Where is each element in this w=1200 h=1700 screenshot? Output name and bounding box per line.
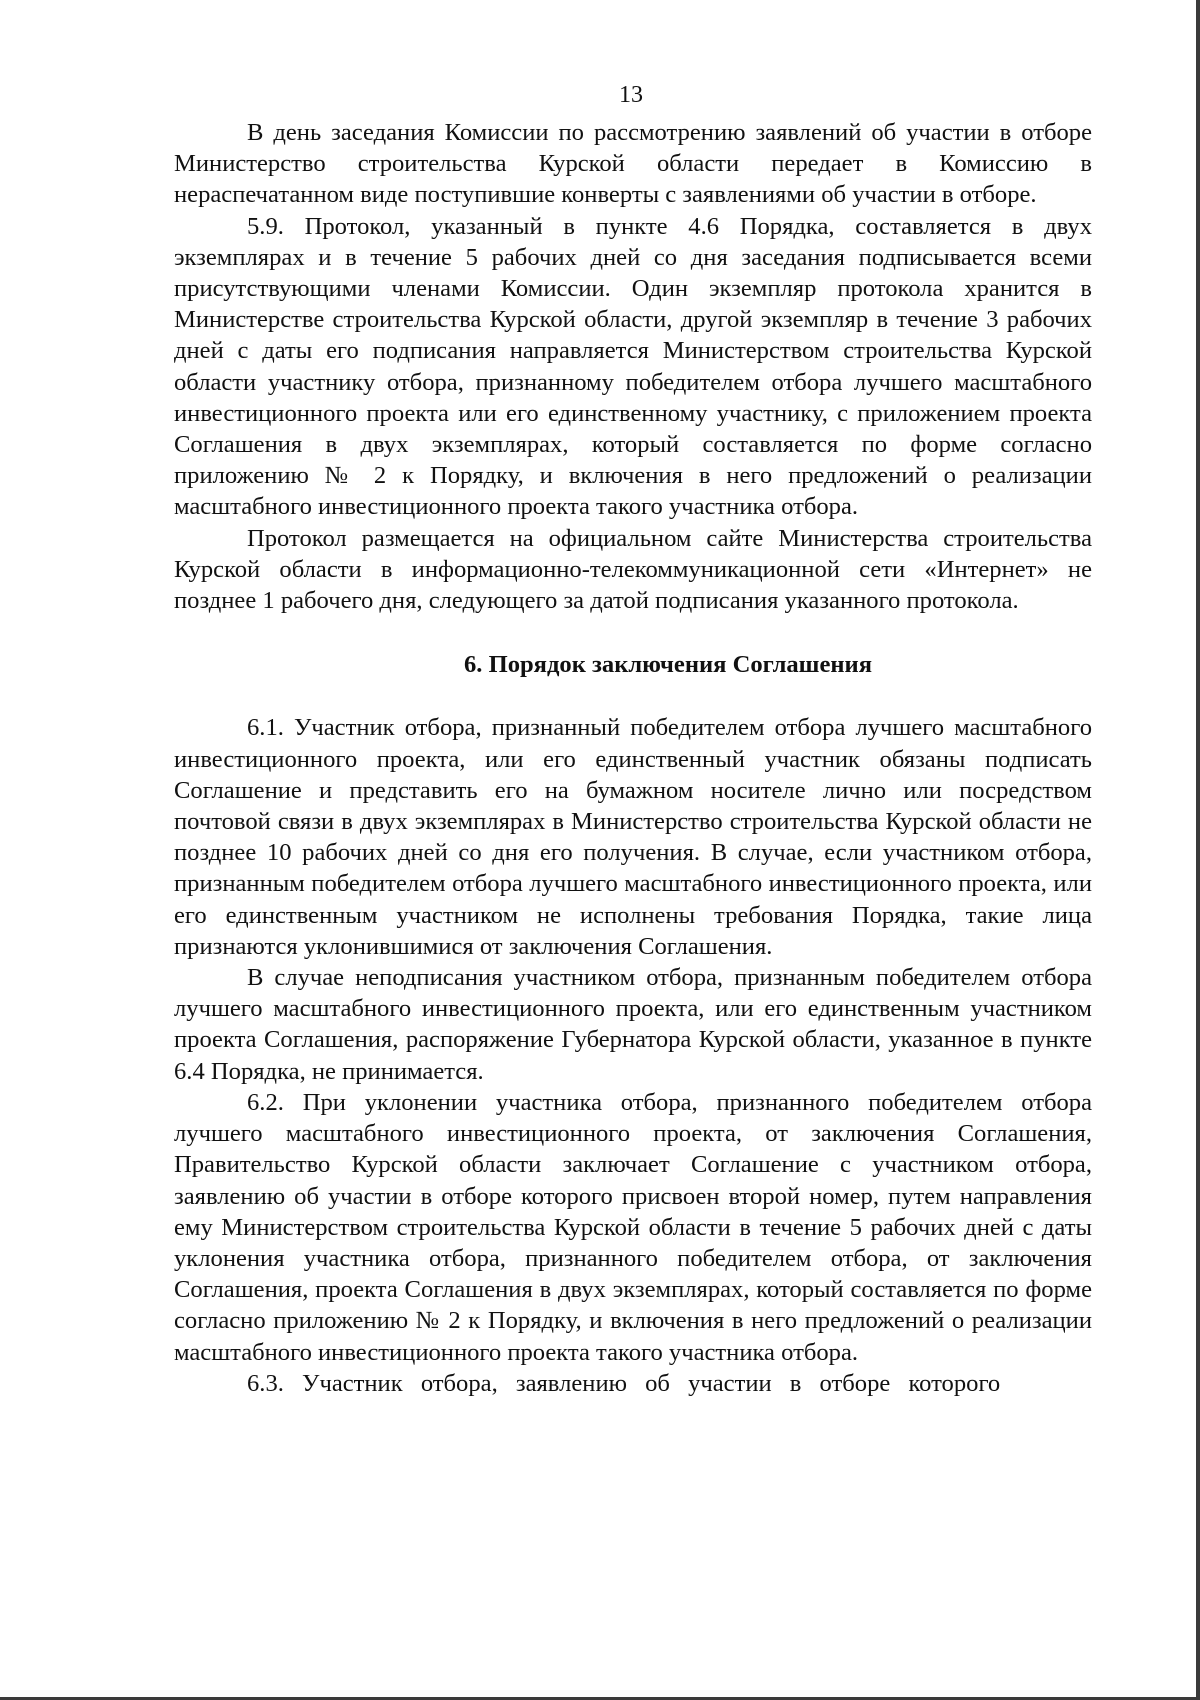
paragraph-6-1-unsigned: В случае неподписания участником отбора, признанным победителем отбора лучшего масштабного инвестиционного проекта, или его единственным участником проекта Соглашения, распоряжение Губернатора Курской области, указанное в пункте 6.4 Порядка, не принимается. — [174, 964, 1092, 1085]
section-heading: 6. Порядок заключения Соглашения — [463, 651, 873, 679]
paragraph-protocol-publication: Протокол размещается на официальном сайте Министерства строительства Курской области в информационно-телекоммуникационной сети «Интернет» не позднее 1 рабочего дня, следующего за датой подписания указанного протокола. — [174, 524, 1092, 615]
paragraph-6-3: 6.3. Участник отбора, заявлению об участии в отборе которого — [247, 1369, 1001, 1397]
paragraph-6-2: 6.2. При уклонении участника отбора, признанного победителем отбора лучшего масштабного инвестиционного проекта, от заключения Соглашения, Правительство Курской области заключает Соглашение с участником отбора, заявлению об участии в отборе которого присвоен второй номер, путем направления ему Министерством строительства Курской области в течение 5 рабочих дней с даты уклонения участника отбора, признанного победителем отбора, от заключения Соглашения, проекта Соглашения в двух экземплярах, который составляется по форме согласно приложению № 2 к Порядку, и включения в него предложений о реализации масштабного инвестиционного проекта такого участника отбора. — [174, 1088, 1092, 1366]
page-number: 13 — [619, 82, 643, 108]
paragraph-5-9-protocol: 5.9. Протокол, указанный в пункте 4.6 Порядка, составляется в двух экземплярах и в течение 5 рабочих дней со дня заседания подписывается всеми присутствующими членами Комиссии. Один экземпляр протокола хранится в Министерстве строительства Курской области, другой экземпляр в течение 3 рабочих дней с даты его подписания направляется Министерством строительства Курской области участнику отбора, признанному победителем отбора лучшего масштабного инвестиционного проекта или его единственному участнику, с приложением проекта Соглашения в двух экземплярах, который составляется по форме согласно приложению № 2 к Порядку, и включения в него предложений о реализации масштабного инвестиционного проекта такого участника отбора. — [174, 212, 1092, 521]
paragraph-6-1: 6.1. Участник отбора, признанный победителем отбора лучшего масштабного инвестиционного проекта, или его единственный участник обязаны подписать Соглашение и представить его на бумажном носителе лично или посредством почтовой связи в двух экземплярах в Министерство строительства Курской области не позднее 10 рабочих дней со дня его получения. В случае, если участником отбора, признанным победителем отбора лучшего масштабного инвестиционного проекта, или его единственным участником не исполнены требования Порядка, такие лица признаются уклонившимися от заключения Соглашения. — [174, 714, 1092, 960]
scan-edge-right — [1196, 0, 1200, 1700]
document-body — [174, 117, 1092, 1399]
paragraph-commission-envelopes: В день заседания Комиссии по рассмотрению заявлений об участии в отборе Министерство строительства Курской области передает в Комиссию в нераспечатанном виде поступившие конверты с заявлениями об участии в отборе. — [174, 119, 1092, 209]
